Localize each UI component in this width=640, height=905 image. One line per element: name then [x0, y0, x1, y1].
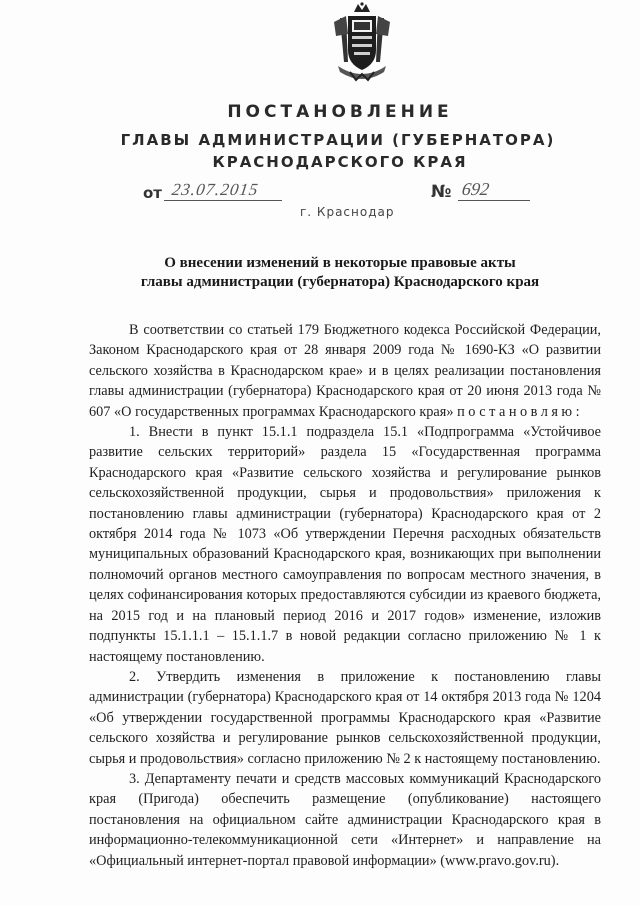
date-underline	[164, 200, 282, 201]
city-label: г. Краснодар	[300, 205, 395, 219]
number-underline	[458, 200, 530, 201]
paragraph-1: 1. Внести в пункт 15.1.1 подраздела 15.1 «Подпрограмма «Устойчивое развитие сельских территорий» раздела 15 «Государственная программа Краснодарского края «Развитие сельского хозяйства и регулирование рынков сельскохозяйственной продукции, сырья и продовольствия» приложения к постановлению главы администрации (губернатора) Краснодарского края от 2 октября 2014 года № 1073 «Об утверждении Перечня расходных обязательств муниципальных образований Краснодарского края, возникающих при выполнении полномочий органов местного самоуправления по вопросам местного значения, в целях софинансирования которых предоставляются субсидии из краевого бюджета, на 2015 год и на плановый период 2016 и 2017 годов» изменение, изложив подпункты 15.1.1.1 – 15.1.1.7 в новой редакции согласно приложению № 1 к настоящему постановлению.	[89, 424, 601, 665]
paragraph-2: 2. Утвердить изменения в приложение к постановлению главы администрации (губернатора) Краснодарского края от 14 октября 2013 года № 1204 «Об утверждении государственной программы Краснодарского края «Развитие сельского хозяйства и регулирование рынков сельскохозяйственной продукции, сырья и продовольствия» согласно приложению № 2 к настоящему постановлению.	[89, 668, 601, 767]
number-label: №	[431, 182, 452, 202]
subject-line-1: О внесении изменений в некоторые правовые акты	[164, 255, 516, 271]
decree-word: постановляю:	[457, 403, 584, 420]
number-value: 692	[460, 179, 491, 199]
document-body	[89, 320, 601, 871]
intro-paragraph	[89, 320, 601, 422]
paragraph-3: 3. Департаменту печати и средств массовых коммуникаций Краснодарского края (Пригода) обеспечить размещение (опубликование) настоящего постановления на официальном сайте администрации Краснодарского края в информационно-телекоммуникационной сети «Интернет» и направление на «Официальный интернет-портал правовой информации» (www.pravo.gov.ru).	[89, 770, 601, 869]
issuer-region-line: КРАСНОДАРСКОГО КРАЯ	[212, 153, 468, 171]
date-value: 23.07.2015	[170, 180, 260, 199]
subject-line-2: главы администрации (губернатора) Краснодарского края	[140, 274, 540, 290]
date-label: от	[143, 184, 162, 202]
document-subject	[0, 254, 640, 292]
intro-text: В соответствии со статьей 179 Бюджетного кодекса Российской Федерации, Законом Краснодарского края от 28 января 2009 года № 1690-КЗ «О развитии сельского хозяйства в Краснодарском крае» и в целях реализации постановления главы администрации (губернатора) Краснодарского края от 20 июня 2013 года № 607 «О государственных программах Краснодарского края»	[89, 322, 601, 420]
document-title: ПОСТАНОВЛЕНИЕ	[227, 102, 453, 122]
krasnodar-coat-of-arms-icon	[330, 2, 394, 84]
issuer-line: ГЛАВЫ АДМИНИСТРАЦИИ (ГУБЕРНАТОРА)	[120, 131, 556, 149]
